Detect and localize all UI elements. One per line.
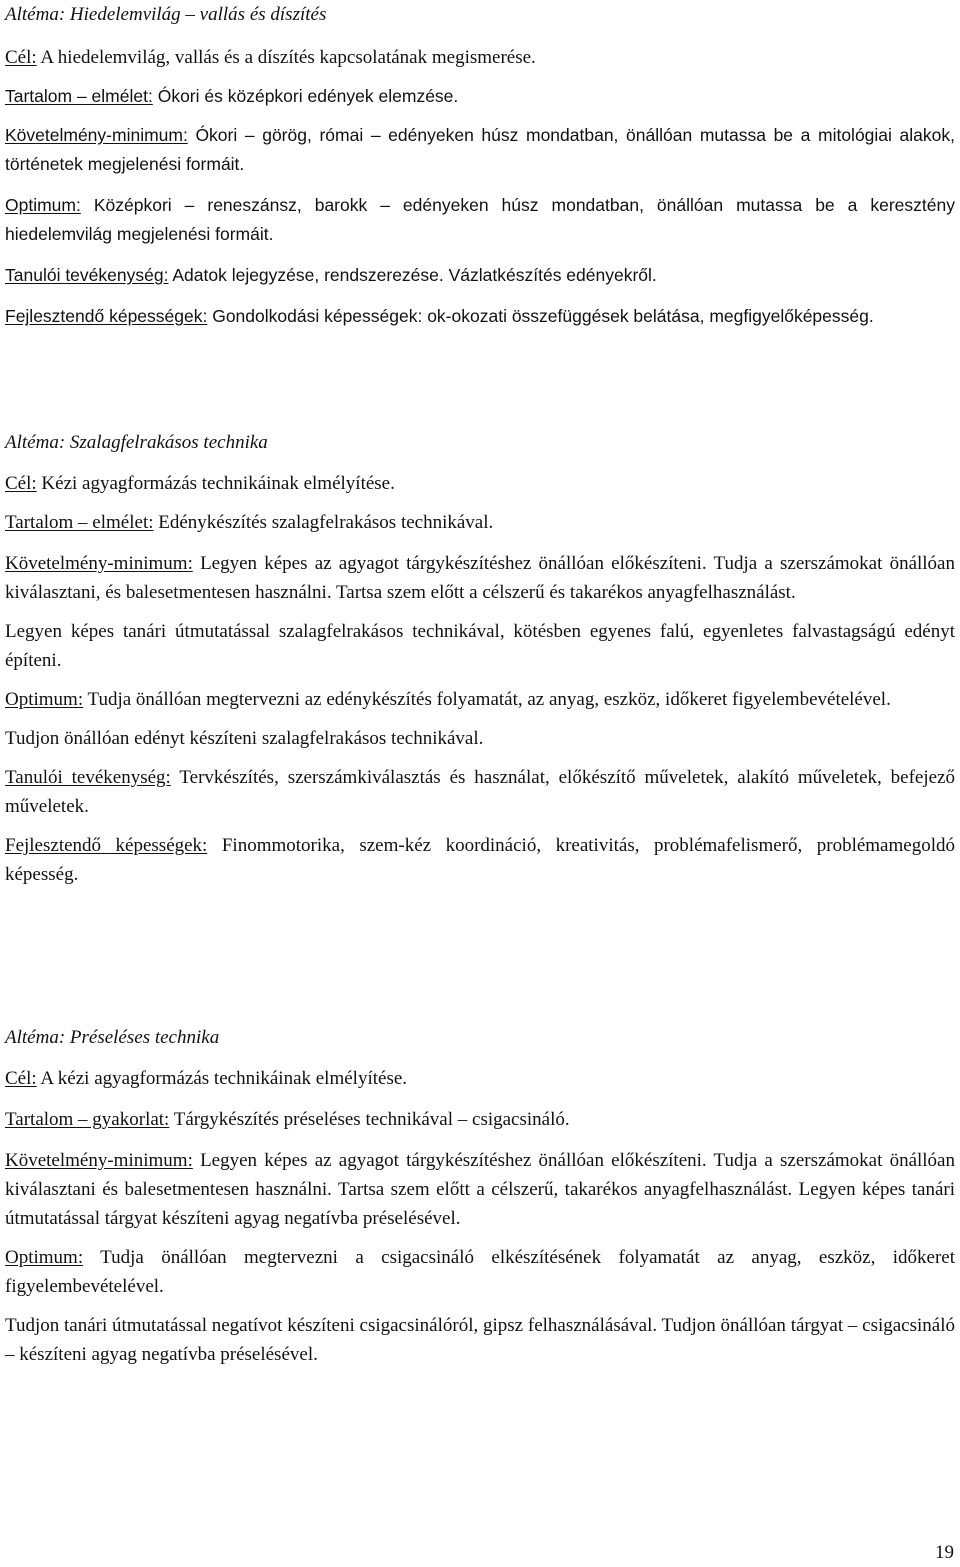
item-kovetelmeny-folytatas: [5, 617, 955, 675]
item-tartalom: [5, 508, 955, 537]
item-label: Követelmény-minimum:: [5, 125, 188, 145]
item-label: Tartalom – elmélet:: [5, 512, 154, 533]
item-text: Középkori – reneszánsz, barokk – edényeken húsz mondatban, önállóan mutassa be a keresztény hiedelemvilág megjelenési formáit.: [5, 195, 955, 244]
item-text: Edénykészítés szalagfelrakásos technikával.: [153, 512, 494, 533]
item-tanuloi-tevekenyseg: [5, 261, 955, 290]
item-optimum-folytatas: [5, 724, 955, 753]
item-fejlesztendo-kepessegek: [5, 831, 955, 889]
item-label: Cél:: [5, 473, 37, 494]
item-label: Tartalom – gyakorlat:: [5, 1109, 170, 1130]
item-tanuloi-tevekenyseg: [5, 763, 955, 821]
item-label: Optimum:: [5, 1247, 84, 1268]
item-label: Cél:: [5, 1068, 37, 1089]
item-tartalom: [5, 82, 955, 111]
item-label: Tartalom – elmélet:: [5, 86, 153, 106]
item-label: Optimum:: [5, 195, 81, 215]
item-text: Legyen képes az agyagot tárgykészítéshez önállóan előkészíteni. Tudja a szerszámokat önállóan kiválasztani és balesetmentesen használni. Tartsa szem előtt a célszerű, takarékos anyagfelhasználást. Legyen képes tanári útmutatással tárgyat készíteni agyag negatívba préselésével.: [5, 1150, 955, 1229]
item-tartalom: [5, 1105, 955, 1134]
item-optimum: [5, 1243, 955, 1301]
section-heading: Altéma: Hiedelemvilág – vallás és díszítés: [5, 4, 327, 25]
item-label: Tanulói tevékenység:: [5, 767, 171, 788]
section-szalagfelrakasos: [5, 428, 955, 889]
item-cel: [5, 1064, 955, 1093]
item-text: Tudja önállóan megtervezni a csigacsináló elkészítésének folyamatát az anyag, eszköz, időkeret figyelembevételével.: [5, 1247, 955, 1297]
item-text: A hiedelemvilág, vallás és a díszítés kapcsolatának megismerése.: [36, 47, 536, 68]
item-text: Tárgykészítés préseléses technikával – csigacsináló.: [169, 1109, 570, 1130]
item-optimum: [5, 685, 955, 714]
item-text: Ókori és középkori edények elemzése.: [152, 86, 459, 106]
section-preseleses: [5, 1023, 955, 1369]
item-label: Optimum:: [5, 689, 84, 710]
item-text: Tervkészítés, szerszámkiválasztás és használat, előkészítő műveletek, alakító műveletek, befejező műveletek.: [5, 767, 955, 817]
item-text: A kézi agyagformázás technikáinak elmélyítése.: [36, 1068, 408, 1089]
item-text: Tudja önállóan megtervezni az edénykészítés folyamatát, az anyag, eszköz, időkeret figyelembevételével.: [83, 689, 891, 710]
item-text: Adatok lejegyzése, rendszerezése. Vázlatkészítés edényekről.: [168, 265, 657, 285]
section-hiedelemvilag: [5, 0, 955, 331]
item-text: Ókori – görög, római – edényeken húsz mondatban, önállóan mutassa be a mitológiai alakok, történetek megjelenési formáit.: [5, 125, 955, 174]
item-label: Követelmény-minimum:: [5, 1150, 193, 1171]
page-number: 19: [935, 1542, 954, 1563]
item-text: Tudjon önállóan edényt készíteni szalagfelrakásos technikával.: [5, 728, 484, 749]
item-cel: [5, 469, 955, 498]
item-fejlesztendo-kepessegek: [5, 302, 955, 331]
item-label: Tanulói tevékenység:: [5, 265, 169, 285]
item-cel: [5, 43, 955, 72]
item-text: Finommotorika, szem-kéz koordináció, kreativitás, problémafelismerő, problémamegoldó képesség.: [5, 835, 955, 885]
item-kovetelmeny-minimum: [5, 1146, 955, 1233]
section-heading: Altéma: Szalagfelrakásos technika: [5, 432, 268, 453]
item-label: Fejlesztendő képességek:: [5, 306, 208, 326]
item-text: Tudjon tanári útmutatással negatívot készíteni csigacsinálóról, gipsz felhasználásával. Tudjon önállóan tárgyat – csigacsináló – készíteni agyag negatívba préselésével.: [5, 1315, 955, 1365]
item-text: Gondolkodási képességek: ok-okozati összefüggések belátása, megfigyelőképesség.: [207, 306, 874, 326]
item-text: Legyen képes az agyagot tárgykészítéshez önállóan előkészíteni. Tudja a szerszámokat önállóan kiválasztani, és balesetmentesen használni. Tartsa szem előtt a célszerű és takarékos anyagfelhasználást.: [5, 553, 955, 603]
item-label: Cél:: [5, 47, 37, 68]
item-kovetelmeny-minimum: [5, 121, 955, 179]
item-label: Követelmény-minimum:: [5, 553, 193, 574]
item-kovetelmeny-minimum: [5, 549, 955, 607]
item-optimum-folytatas: [5, 1311, 955, 1369]
item-text: Kézi agyagformázás technikáinak elmélyítése.: [36, 473, 395, 494]
item-label: Fejlesztendő képességek:: [5, 835, 208, 856]
item-text: Legyen képes tanári útmutatással szalagfelrakásos technikával, kötésben egyenes falú, egyenletes falvastagságú edényt építeni.: [5, 621, 955, 671]
item-optimum: [5, 191, 955, 249]
section-heading: Altéma: Préseléses technika: [5, 1027, 220, 1048]
